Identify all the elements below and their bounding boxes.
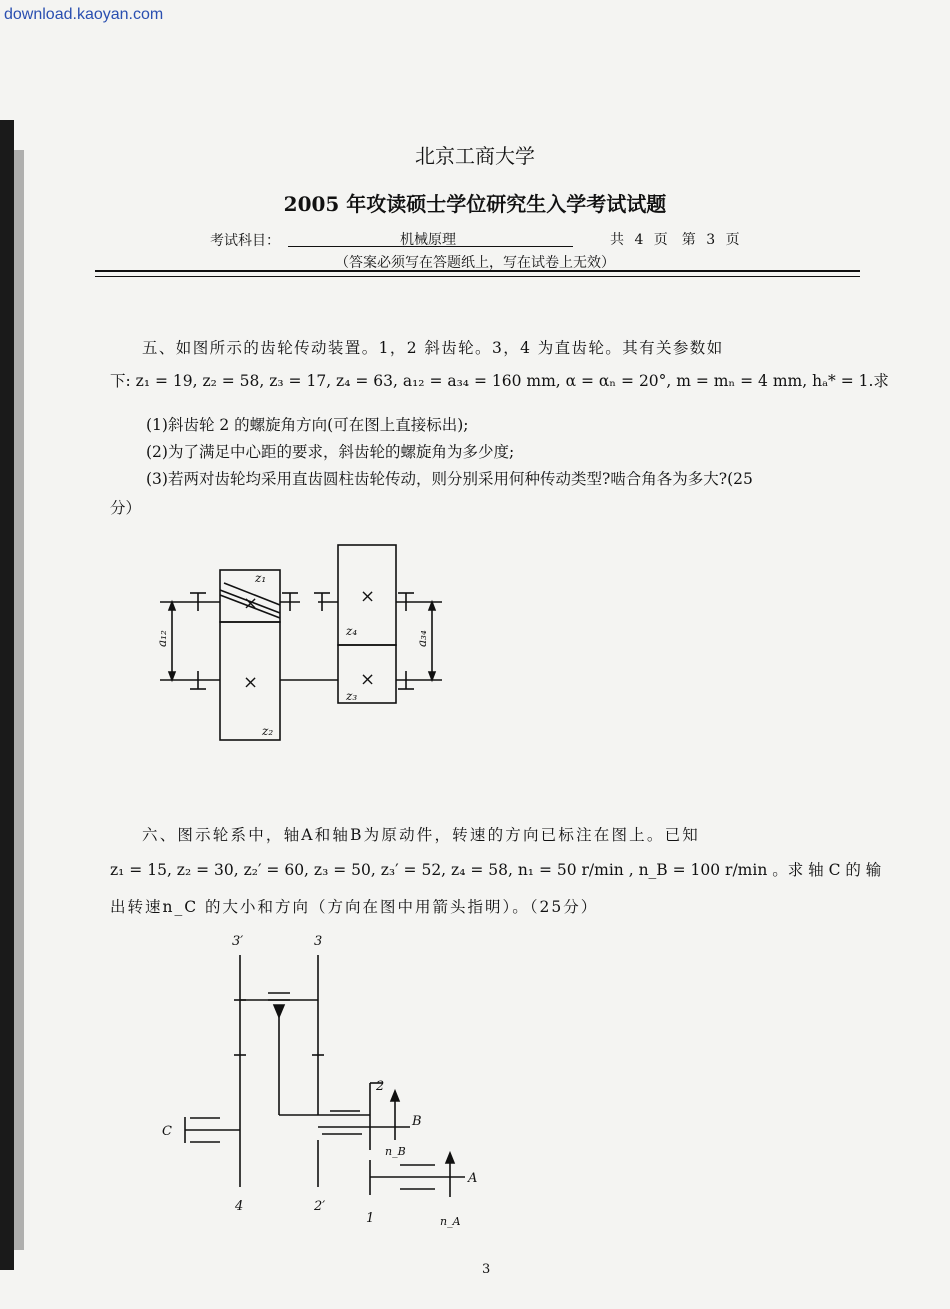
label-z1: z₁ [255, 571, 267, 585]
label-a12: a₁₂ [155, 630, 169, 647]
label-nA: n_A [440, 1215, 461, 1228]
page-info: 共 4 页 第 3 页 [610, 232, 740, 248]
q6-ask: 出转速n_C 的大小和方向（方向在图中用箭头指明）。（25分） [110, 898, 599, 916]
q5-params: 下: z₁ = 19, z₂ = 58, z₃ = 17, z₄ = 63, a₁₂ = a₃₄ = 160 mm, α = αₙ = 20°, m = mₙ = 4 mm, hₐ* = 1.求 [110, 372, 889, 390]
subject-label: 考试科目： [210, 233, 280, 249]
label-shaft-C: C [162, 1124, 172, 1139]
answer-notice: （答案必须写在答题纸上，写在试卷上无效） [335, 255, 615, 271]
label-3prime: 3′ [232, 934, 244, 949]
school-name: 北京工商大学 [415, 144, 535, 168]
q6-params: z₁ = 15, z₂ = 30, z₂′ = 60, z₃ = 50, z₃′ = 52, z₄ = 58, n₁ = 50 r/min , n_B = 100 r/min 。求 轴 C 的 输 [110, 861, 882, 879]
watermark: download.kaoyan.com [4, 6, 164, 23]
label-a34: a₃₄ [415, 630, 429, 647]
label-4: 4 [235, 1199, 244, 1214]
q5-item-3: (3)若两对齿轮均采用直齿圆柱齿轮传动，则分别采用何种传动类型?啮合角各为多大?(25 [146, 470, 753, 488]
label-nB: n_B [385, 1145, 406, 1158]
cross-z1: × [243, 593, 259, 614]
header-rule-thin [95, 276, 860, 277]
q5-item-3-cont: 分） [110, 499, 142, 517]
subject-name: 机械原理 [400, 232, 456, 248]
cross-z3: × [360, 669, 376, 690]
scan-left-edge [0, 120, 14, 1270]
scan-left-edge-shadow [14, 150, 24, 1250]
q5-item-1: (1)斜齿轮 2 的螺旋角方向(可在图上直接标出); [146, 416, 469, 434]
page-number: 3 [482, 1262, 491, 1277]
label-shaft-B: B [412, 1114, 422, 1129]
label-z2: z₂ [262, 724, 274, 738]
cross-z4: × [360, 586, 376, 607]
header-rule-thick [95, 270, 860, 272]
label-1: 1 [366, 1211, 375, 1226]
q5-item-2: (2)为了满足中心距的要求，斜齿轮的螺旋角为多少度; [146, 443, 515, 461]
q5-gear-diagram [150, 535, 450, 750]
label-2: 2 [376, 1079, 385, 1094]
q6-gear-train-diagram [150, 925, 490, 1235]
label-3: 3 [314, 934, 323, 949]
cross-z2: × [243, 672, 259, 693]
label-shaft-A: A [468, 1171, 478, 1186]
label-z4: z₄ [346, 624, 358, 638]
q5-intro: 五、如图所示的齿轮传动装置。1，2 斜齿轮。3，4 为直齿轮。其有关参数如 [142, 339, 724, 357]
label-2prime: 2′ [314, 1199, 326, 1214]
label-z3: z₃ [346, 689, 358, 703]
q6-intro: 六、图示轮系中，轴A和轴B为原动件，转速的方向已标注在图上。已知 [142, 826, 700, 844]
exam-title: 2005 年攻读硕士学位研究生入学考试试题 [283, 192, 667, 216]
